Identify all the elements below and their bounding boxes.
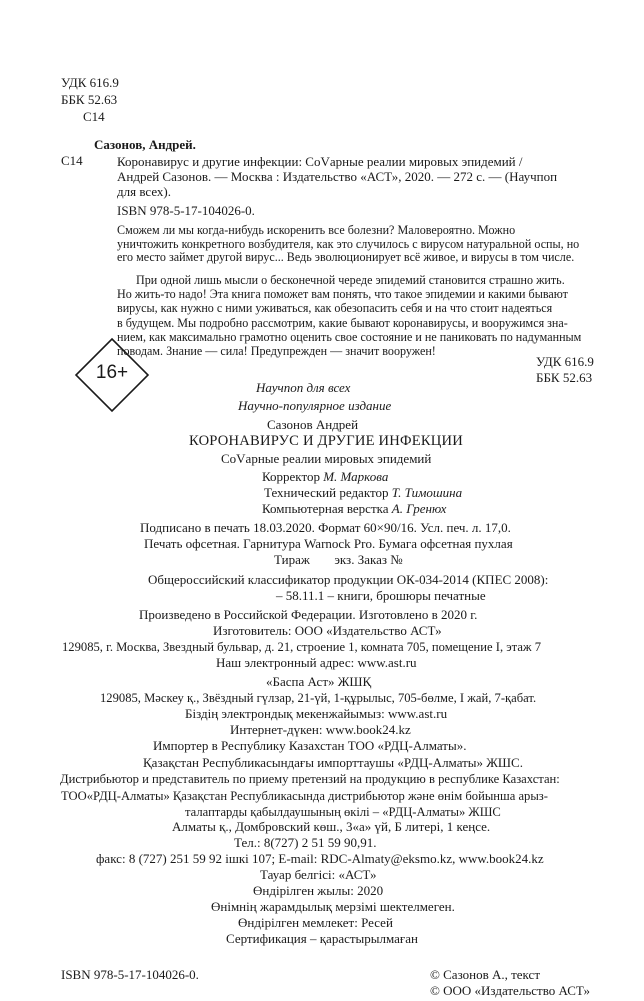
age-rating-text: 16+ (95, 362, 129, 383)
tech-editor-label: Технический редактор (264, 485, 389, 500)
order-label: экз. Заказ № (334, 552, 403, 567)
print-info: Печать офсетная. Гарнитура Warnock Pro. Бумага офсетная пухлая (144, 536, 513, 551)
production-country: Өндірілген мемлекет: Ресей (238, 915, 393, 930)
udk-code: УДК 616.9 (61, 75, 119, 90)
edition-type: Научно-популярное издание (238, 398, 392, 413)
run-order (274, 553, 403, 567)
layout-name: А. Гренюх (391, 501, 447, 516)
kz-email: Біздің электрондық мекенжайымыз: www.ast.ru (185, 706, 448, 721)
annotation-line: его место займет другой вирус... Ведь эволюционирует всё живое, и вирусы в том числе. (117, 250, 575, 264)
manufacturer-address: 129085, г. Москва, Звездный бульвар, д. 21, строение 1, комната 705, помещение I, этаж 7 (62, 640, 542, 654)
bbk-code-right: ББК 52.63 (536, 370, 593, 385)
bbk-code: ББК 52.63 (61, 92, 118, 107)
fax-email: факс: 8 (727) 251 59 92 ішкі 107; E-mail: RDC-Almaty@eksmo.kz, www.book24.kz (96, 851, 544, 866)
kz-shop: Интернет-дүкен: www.book24.kz (230, 722, 411, 737)
annotation-line: в будущем. Мы подробно рассмотрим, какие бывают коронавирусы, и вооружимся зна- (117, 315, 568, 330)
series-name: Научпоп для всех (256, 380, 351, 395)
corrector-name: М. Маркова (323, 469, 389, 484)
annotation-paragraph-2 (117, 273, 581, 358)
kz-distributor-line: ТОО«РДЦ-Алматы» Қазақстан Республикасында дистрибьютор және өнім бойынша арыз- (61, 789, 548, 803)
bib-description-line: Андрей Сазонов. — Москва : Издательство «АСТ», 2020. — 272 с. — (Научпоп (117, 169, 558, 185)
book-title: КОРОНАВИРУС И ДРУГИЕ ИНФЕКЦИИ (189, 433, 464, 449)
annotation-line: Сможем ли мы когда-нибудь искоренить все болезни? Маловероятно. Можно (117, 223, 516, 237)
kz-distributor-line: талаптарды қабылдаушының өкілі – «РДЦ-Алматы» ЖШС (185, 805, 501, 819)
copyright-publisher: © ООО «Издательство АСТ» (430, 983, 591, 998)
corrector-credit (262, 470, 388, 484)
author-mark: С14 (83, 109, 105, 124)
made-in: Произведено в Российской Федерации. Изготовлено в 2020 г. (139, 607, 478, 622)
publisher-email: Наш электронный адрес: www.ast.ru (216, 655, 417, 670)
kz-publisher: «Баспа Аст» ЖШҚ (266, 674, 372, 689)
annotation-line: вирусы, как нужно с ними уживаться, как обезопасить себя и на что стоит надеяться (117, 301, 553, 316)
kz-address: 129085, Мәскеу қ., Звёздный гүлзар, 21-үй, 1-құрылыс, 705-бөлме, I жай, 7-қабат. (100, 691, 537, 705)
trademark: Тауар белгісі: «АСТ» (260, 867, 377, 882)
phone: Тел.: 8(727) 2 51 59 90,91. (234, 835, 377, 850)
run-label: Тираж (274, 552, 310, 567)
almaty-address: Алматы қ., Домбровский көш., 3«а» үй, Б литері, 1 кеңсе. (172, 819, 491, 834)
manufacturer: Изготовитель: ООО «Издательство АСТ» (213, 623, 442, 638)
classifier-line: – 58.11.1 – книги, брошюры печатные (276, 587, 486, 603)
importer: Импортер в Республику Казахстан ТОО «РДЦ-Алматы». (153, 738, 467, 753)
bib-description (117, 154, 557, 200)
classifier-line: Общероссийский классификатор продукции ОК-034-2014 (КПЕС 2008): (148, 572, 549, 587)
tech-editor-credit (264, 486, 462, 500)
shelf-life: Өнімнің жарамдылық мерзімі шектелмеген. (211, 899, 455, 914)
certification: Сертификация – қарастырылмаған (226, 931, 418, 946)
layout-label: Компьютерная верстка (262, 501, 389, 516)
udk-code-right: УДК 616.9 (536, 354, 594, 369)
bib-mark: С14 (61, 153, 83, 168)
corrector-label: Корректор (262, 469, 320, 484)
book-subtitle: CoVарные реалии мировых эпидемий (221, 451, 432, 466)
tech-editor-name: Т. Тимошина (391, 485, 463, 500)
classifier (148, 572, 548, 603)
annotation-line: нием, как максимально грамотно оценить свое состояние и не паниковать по надуманным (117, 329, 582, 344)
kz-distributor (61, 788, 548, 820)
annotation-line: Но жить-то надо! Эта книга поможет вам понять, что такое эпидемии и какими бывают (117, 287, 568, 302)
kz-importer: Қазақстан Республикасындағы импорттаушы «РДЦ-Алматы» ЖШС. (143, 755, 523, 770)
production-year: Өндірілген жылы: 2020 (253, 883, 384, 898)
copyright-author: © Сазонов А., текст (430, 967, 541, 982)
bib-isbn: ISBN 978-5-17-104026-0. (117, 203, 255, 218)
footer-isbn: ISBN 978-5-17-104026-0. (61, 967, 199, 982)
layout-credit (262, 502, 446, 516)
bib-description-line: Коронавирус и другие инфекции: CoVарные реалии мировых эпидемий / (117, 154, 523, 169)
bib-author: Сазонов, Андрей. (94, 137, 196, 152)
annotation-line: При одной лишь мысли о бесконечной череде эпидемий становится страшно жить. (136, 273, 565, 287)
imprint-author: Сазонов Андрей (267, 417, 359, 432)
distributor: Дистрибьютор и представитель по приему претензий на продукцию в республике Казахстан: (60, 772, 560, 786)
bib-description-line: для всех). (117, 184, 171, 200)
age-rating-badge (74, 337, 150, 413)
annotation-line: уничтожить конкретного возбудителя, как это случилось с вирусом натуральной оспы, но (117, 236, 580, 251)
annotation-line: поводам. Знание — сила! Предупрежден — значит вооружен! (117, 344, 436, 359)
signed-to-print: Подписано в печать 18.03.2020. Формат 60×90/16. Усл. печ. л. 17,0. (140, 520, 511, 535)
annotation-paragraph-1 (117, 224, 579, 265)
